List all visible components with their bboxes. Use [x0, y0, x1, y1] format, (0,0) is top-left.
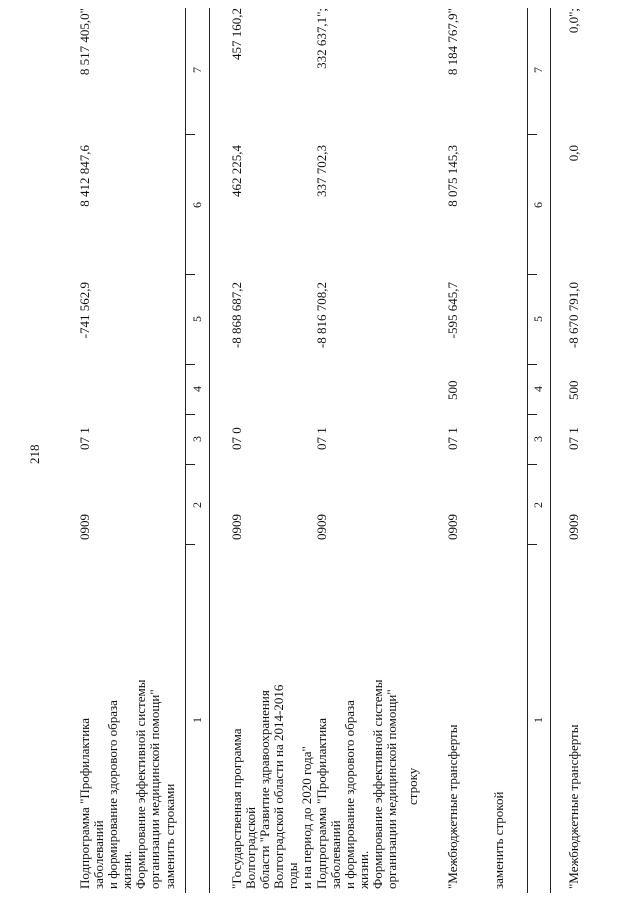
row2-c6: 462 225,4 [229, 145, 244, 197]
row3-c7: 332 637,1"; [314, 8, 329, 69]
header2-col4: 4 [531, 386, 545, 392]
header1-col2: 2 [190, 502, 204, 508]
row4-name: "Межбюджетные трансферты [445, 724, 460, 889]
row5-name: "Межбюджетные трансферты [566, 724, 581, 889]
row5-c5: -8 670 791,0 [566, 282, 581, 349]
header2-col6: 6 [531, 202, 545, 208]
row1-c6: 8 412 847,6 [77, 145, 92, 207]
header1-divider [186, 464, 195, 465]
header2-bottom-rule [550, 8, 551, 893]
header2-divider [528, 364, 537, 365]
row5-c2: 0909 [566, 514, 581, 540]
header1-divider [186, 364, 195, 365]
header2-col1: 1 [531, 717, 545, 723]
header2-divider [528, 414, 537, 415]
row2-c3: 07 0 [229, 427, 244, 450]
header1-divider [186, 544, 195, 545]
header2-divider [528, 464, 537, 465]
header2-divider [528, 134, 537, 135]
header2-col5: 5 [531, 316, 545, 322]
row5-c6: 0,0 [566, 145, 581, 162]
row2-name: "Государственная программа Волгоградской области "Развитие здравоохранения Волгоградской области на 2014-2016 годы и на период до 2020 года" [229, 684, 314, 889]
row1-c5: -741 562,9 [77, 282, 92, 339]
header1-top-rule [185, 8, 186, 893]
row2-c5: -8 868 687,2 [229, 282, 244, 349]
row3-c5: -8 816 708,2 [314, 282, 329, 349]
row3-c2: 0909 [314, 514, 329, 540]
row4-c2: 0909 [445, 514, 460, 540]
header1-divider [186, 414, 195, 415]
row2-c2: 0909 [229, 514, 244, 540]
row4-c4: 500 [445, 380, 460, 400]
header1-bottom-rule [209, 8, 210, 893]
header1-col3: 3 [190, 436, 204, 442]
header1-col5: 5 [190, 316, 204, 322]
header1-col6: 6 [190, 202, 204, 208]
header1-divider [186, 134, 195, 135]
row3-c6: 337 702,3 [314, 145, 329, 197]
row4-c7: 8 184 767,9" [445, 8, 460, 76]
row3-name: Подпрограмма "Профилактика заболеваний и формирование здорового образа жизни. Формирование эффективной системы организации медицинской помощи" [314, 679, 399, 889]
row3-c3: 07 1 [314, 427, 329, 450]
replace-lines-label: заменить строками [162, 783, 177, 889]
row4-c3: 07 1 [445, 427, 460, 450]
header1-col4: 4 [190, 386, 204, 392]
line-label: строку [405, 767, 420, 805]
row4-c5: -595 645,7 [445, 282, 460, 339]
row1-name: Подпрограмма "Профилактика заболеваний и формирование здорового образа жизни. Формирование эффективной системы организации медицинской помощи" [77, 679, 162, 889]
header2-col7: 7 [531, 67, 545, 73]
header2-divider [528, 544, 537, 545]
header1-divider [186, 274, 195, 275]
page-number: 218 [27, 444, 42, 464]
header2-top-rule [527, 8, 528, 893]
replace-line-label: заменить строкой [491, 791, 506, 889]
row1-c3: 07 1 [77, 427, 92, 450]
header2-col2: 2 [531, 502, 545, 508]
row1-c2: 0909 [77, 514, 92, 540]
row1-c7: 8 517 405,0" [77, 8, 92, 76]
header2-divider [528, 274, 537, 275]
header1-col7: 7 [190, 67, 204, 73]
row4-c6: 8 075 145,3 [445, 145, 460, 207]
row5-c4: 500 [566, 380, 581, 400]
row5-c3: 07 1 [566, 427, 581, 450]
row2-c7: 457 160,2 [229, 8, 244, 60]
row5-c7: 0,0"; [566, 8, 581, 34]
header2-col3: 3 [531, 436, 545, 442]
header1-col1: 1 [190, 717, 204, 723]
